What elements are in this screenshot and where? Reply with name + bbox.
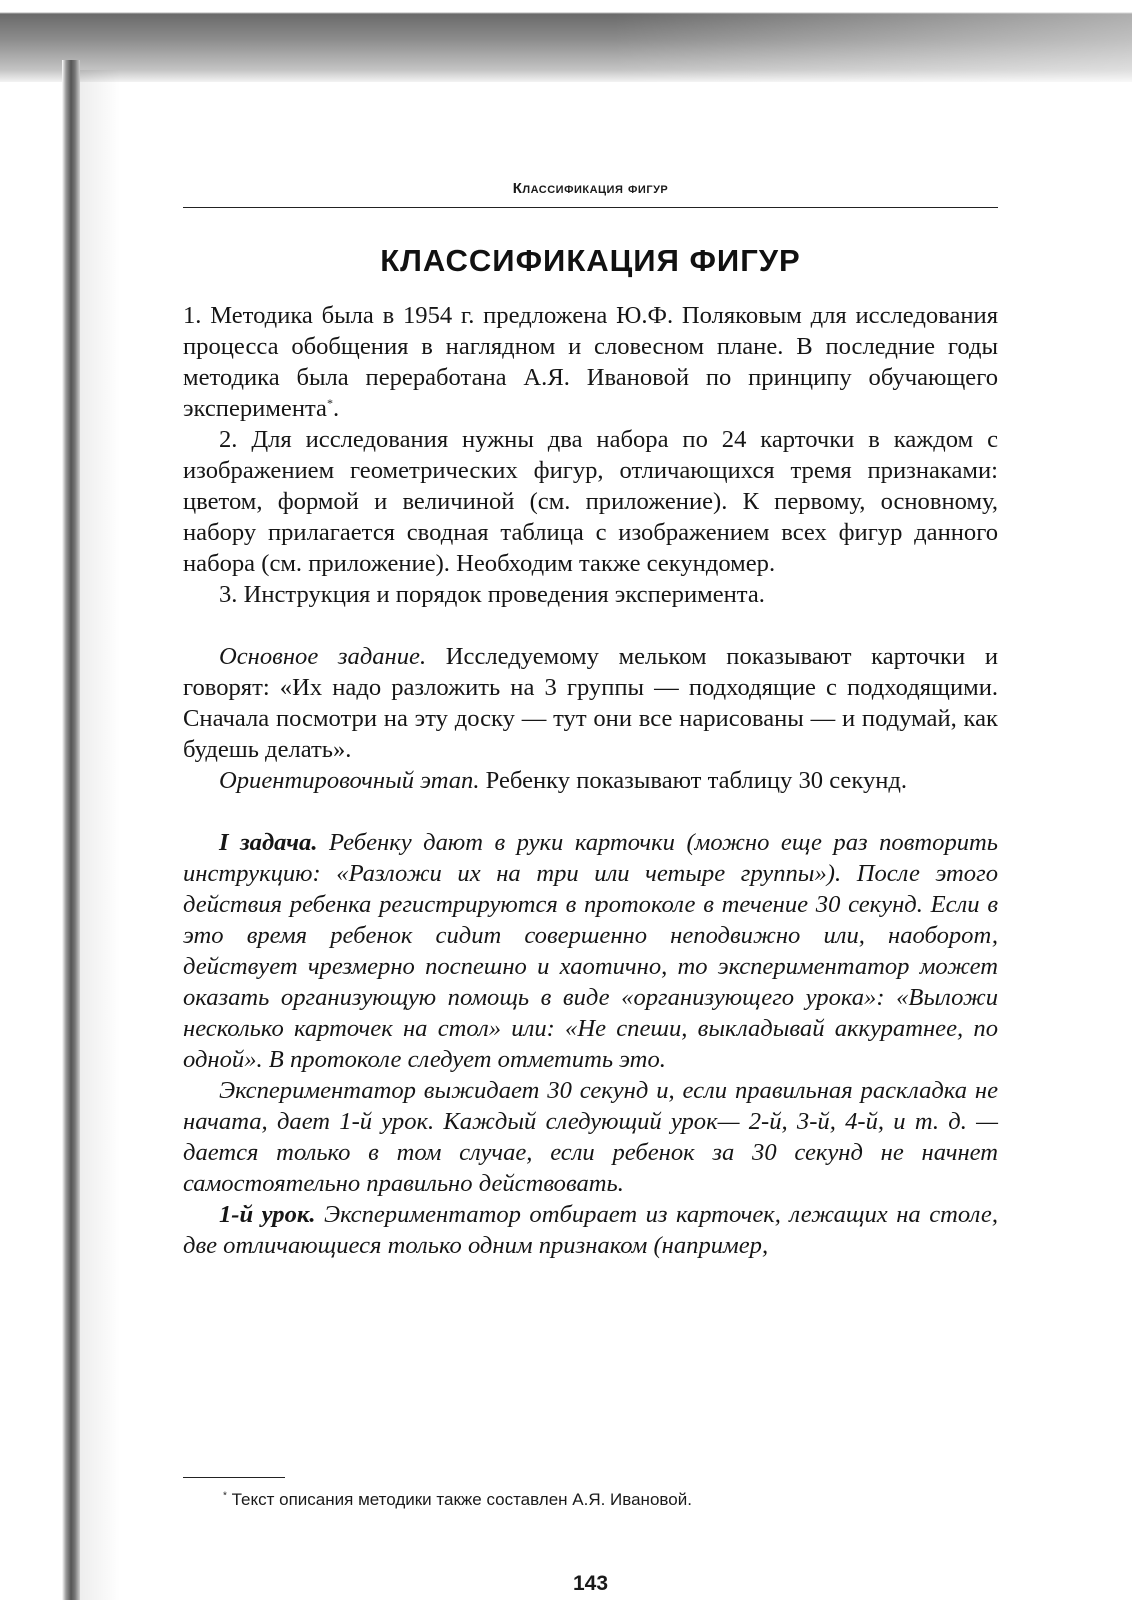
footnote-rule xyxy=(183,1477,285,1478)
paragraph-4-lead: Основное задание. xyxy=(219,643,427,670)
paragraph-6-lead: I задача. xyxy=(219,829,318,856)
running-head: Классификация фигур xyxy=(512,180,669,197)
paragraph-5 xyxy=(183,765,998,796)
scan-edge-fade xyxy=(612,12,1132,82)
footnote-mark: * xyxy=(223,1490,227,1502)
spacer xyxy=(183,610,998,641)
footnote-text: Текст описания методики также составлен А.Я. Ивановой. xyxy=(226,1490,692,1509)
page-title: КЛАССИФИКАЦИЯ ФИГУР xyxy=(380,243,801,278)
paragraph-1-end: . xyxy=(332,395,340,422)
page-number: 143 xyxy=(572,1572,609,1595)
gutter-shadow xyxy=(80,70,120,1600)
book-spine-shadow xyxy=(62,60,80,1600)
paragraph-8-text: Экспериментатор отбирает из карточек, лежащих на столе, две отличающиеся только одним признаком (например, xyxy=(183,1201,998,1259)
paragraph-2: 2. Для исследования нужны два набора по 24 карточки в каждом с изображением геометрических фигур, отличающихся тремя признаками: цветом, формой и величиной (см. приложение). К первому, основному, набору прилагается сводная таблица с изображением всех фигур данного набора (см. приложение). Необходим также секундомер. xyxy=(183,426,998,577)
paragraph-1-text: 1. Методика была в 1954 г. предложена Ю.Ф. Поляковым для исследования процесса обобщения в наглядном и словесном плане. В последние годы методика была переработана А.Я. Ивановой по принципу обучающего эксперимента xyxy=(183,302,998,422)
paragraph-1 xyxy=(183,300,998,424)
footnote xyxy=(223,1490,983,1510)
spacer xyxy=(183,796,998,827)
paragraph-5-text: Ребенку показывают таблицу 30 секунд. xyxy=(479,767,908,794)
paragraph-6-text: Ребенку дают в руки карточки (можно еще раз повторить инструкцию: «Разложи их на три или четыре группы»). После этого действия ребенка регистрируются в протоколе в течение 30 секунд. Если в это время ребенок сидит совершенно неподвижно или, наоборот, действует чрезмерно поспешно и хаотично, то экспериментатор может оказать организующую помощь в виде «организующего урока»: «Выложи несколько карточек на стол» или: «Не спеши, выкладывай аккуратнее, по одной». В протоколе следует отметить это. xyxy=(183,829,998,1073)
paragraph-4 xyxy=(183,641,998,765)
main-text xyxy=(183,300,998,1261)
paragraph-8 xyxy=(183,1199,998,1261)
paragraph-3: 3. Инструкция и порядок проведения эксперимента. xyxy=(219,581,765,608)
header-rule xyxy=(183,207,998,208)
paragraph-8-lead: 1-й урок. xyxy=(219,1201,316,1228)
footnote-ref: * xyxy=(326,395,333,410)
paragraph-5-lead: Ориентировочный этап. xyxy=(219,767,480,794)
paragraph-7: Экспериментатор выжидает 30 секунд и, если правильная раскладка не начата, дает 1-й урок. Каждый следующий урок— 2-й, 3-й, 4-й, и т. д. — дается только в том случае, если ребенок за 30 секунд не начнет самостоятельно правильно действовать. xyxy=(183,1077,998,1197)
paragraph-6 xyxy=(183,827,998,1075)
paragraph-4-text: Исследуемому мельком показывают карточки и говорят: «Их надо разложить на 3 группы — подходящие с подходящими. Сначала посмотри на эту доску — тут они все нарисованы — и подумай, как будешь делать». xyxy=(183,643,998,763)
